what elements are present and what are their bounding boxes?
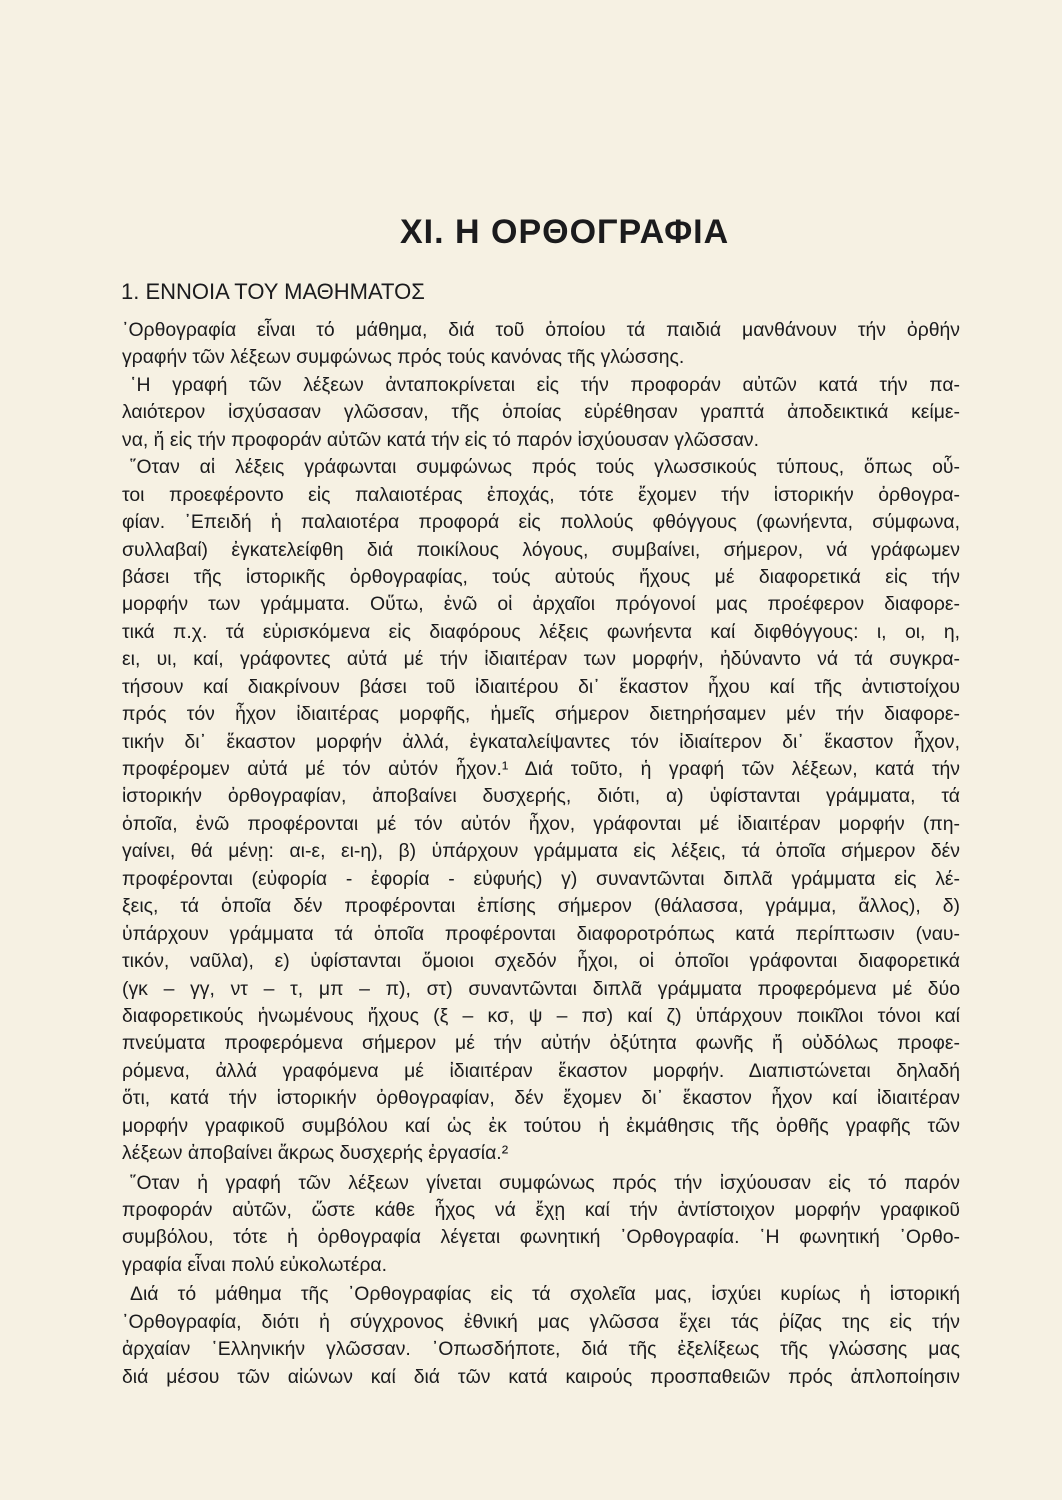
text-line: ἱστορικήν ὀρθογραφίαν, ἀποβαίνει δυσχερής, διότι, α) ὑφίστανται γράμματα, τά: [122, 785, 960, 808]
text-line: (γκ – γγ, ντ – τ, μπ – π), στ) συναντῶνται διπλᾶ γράμματα προφερόμενα μέ δύο: [122, 977, 960, 1000]
text-line: ᾿Ορθογραφία, διότι ἡ σύγχρονος ἐθνική μας γλῶσσα ἔχει τάς ῥίζας της εἰς τήν: [122, 1310, 960, 1333]
text-line: διαφορετικούς ἡνωμένους ἤχους (ξ – κσ, ψ – πσ) καί ζ) ὑπάρχουν ποικῖλοι τόνοι καί: [122, 1004, 960, 1027]
text-line: συλλαβαί) ἐγκατελείφθη διά ποικίλους λόγους, συμβαίνει, σήμερον, νά γράφωμεν: [122, 538, 960, 561]
text-line: μορφήν γραφικοῦ συμβόλου καί ὡς ἐκ τούτου ἡ ἐκμάθησις τῆς ὀρθῆς γραφῆς τῶν: [122, 1114, 960, 1137]
text-line: Διά τό μάθημα τῆς ᾿Ορθογραφίας εἰς τά σχολεῖα μας, ἰσχύει κυρίως ἡ ἱστορική: [130, 1283, 960, 1306]
text-line: τήσουν καί διακρίνουν βάσει τοῦ ἰδιαιτέρου δι᾿ ἕκαστον ἦχου καί τῆς ἀντιστοίχου: [122, 675, 960, 698]
chapter-title: XI. Η ΟΡΘΟΓΡΑΦΙΑ: [400, 213, 730, 251]
text-line: προφοράν αὐτῶν, ὥστε κάθε ἦχος νά ἔχῃ καί τήν ἀντίστοιχον μορφήν γραφικοῦ: [122, 1199, 960, 1221]
text-line: τικά π.χ. τά εὑρισκόμενα εἰς διαφόρους λέξεις φωνήεντα καί διφθόγγους: ι, οι, η,: [122, 620, 960, 643]
paragraph-school-orthography: [122, 1281, 960, 1391]
body-text: [122, 317, 960, 1391]
text-line: ῾Η γραφή τῶν λέξεων ἀνταποκρίνεται εἰς τήν προφοράν αὐτῶν κατά τήν πα-: [130, 373, 960, 396]
text-line: προφέρομεν αὐτά μέ τόν αὐτόν ἦχον.¹ Διά τοῦτο, ἡ γραφή τῶν λέξεων, κατά τήν: [122, 758, 960, 780]
text-line: γραφία εἶναι πολύ εὐκολωτέρα.: [122, 1253, 388, 1276]
text-line: ῞Οταν ἡ γραφή τῶν λέξεων γίνεται συμφώνως πρός τήν ἰσχύουσαν εἰς τό παρόν: [130, 1171, 960, 1194]
text-line: βάσει τῆς ἱστορικῆς ὀρθογραφίας, τούς αὐτούς ἤχους μέ διαφορετικά εἰς τήν: [122, 565, 960, 588]
paragraph-phonetic-orthography: [122, 1170, 960, 1280]
text-line: ῞Οταν αἱ λέξεις γράφωνται συμφώνως πρός τούς γλωσσικούς τύπους, ὅπως οὗ-: [130, 456, 960, 479]
text-line: λέξεων ἀποβαίνει ἄκρως δυσχερής ἐργασία.²: [122, 1142, 509, 1165]
text-line: τικόν, ναῦλα), ε) ὑφίστανται ὅμοιοι σχεδόν ἦχοι, οἱ ὁποῖοι γράφονται διαφορετικά: [122, 950, 960, 973]
text-line: προφέρονται (εὐφορία - ἐφορία - εὐφυής) γ) συναντῶνται διπλᾶ γράμματα εἰς λέ-: [122, 867, 960, 890]
text-line: ὑπάρχουν γράμματα τά ὁποῖα προφέρονται διαφοροτρόπως κατά περίπτωσιν (ναυ-: [122, 922, 960, 945]
text-line: ξεις, τά ὁποῖα δέν προφέρονται ἐπίσης σήμερον (θάλασσα, γράμμα, ἄλλος), δ): [122, 895, 960, 918]
text-line: ὁποῖα, ἐνῶ προφέρονται μέ τόν αὐτόν ἦχον, γράφονται μέ ἰδιαιτέραν μορφήν (πη-: [122, 812, 960, 835]
section-heading: 1. ΕΝΝΟΙΑ ΤΟΥ ΜΑΘΗΜΑΤΟΣ: [121, 279, 425, 304]
text-line: μορφήν των γράμματα. Οὕτω, ἐνῶ οἱ ἀρχαῖοι πρόγονοί μας προέφερον διαφορε-: [122, 593, 960, 616]
text-line: γραφήν τῶν λέξεων συμφώνως πρός τούς κανόνας τῆς γλώσσης.: [122, 346, 685, 369]
text-line: τοι προεφέροντο εἰς παλαιοτέρας ἐποχάς, τότε ἔχομεν τήν ἱστορικήν ὀρθογρα-: [122, 483, 960, 506]
text-line: φίαν. ᾿Επειδή ἡ παλαιοτέρα προφορά εἰς πολλούς φθόγγους (φωνήεντα, σύμφωνα,: [122, 511, 960, 534]
text-line: ἀρχαίαν ῾Ελληνικήν γλῶσσαν. ᾿Οπωσδήποτε, διά τῆς ἐξελίξεως τῆς γλώσσης μας: [122, 1338, 960, 1361]
text-line: ὅτι, κατά τήν ἱστορικήν ὀρθογραφίαν, δέν ἔχομεν δι᾿ ἕκαστον ἦχον καί ἰδιαιτέραν: [122, 1087, 960, 1110]
text-line: λαιότερον ἰσχύσασαν γλῶσσαν, τῆς ὁποίας εὑρέθησαν γραπτά ἀποδεικτικά κείμε-: [122, 401, 960, 424]
text-line: ει, υι, καί, γράφοντες αὐτά μέ τήν ἰδιαιτέραν των μορφήν, ἠδύναντο νά τά συγκρα-: [122, 648, 960, 671]
text-line: να, ἤ εἰς τήν προφοράν αὐτῶν κατά τήν εἰς τό παρόν ἰσχύουσαν γλῶσσαν.: [122, 428, 760, 451]
text-line: γαίνει, θά μένῃ: αι-ε, ει-η), β) ὑπάρχουν γράμματα εἰς λέξεις, τά ὁποῖα σήμερον δέν: [122, 840, 960, 863]
text-line: διά μέσου τῶν αἰώνων καί διά τῶν κατά καιρούς προσπαθειῶν πρός ἁπλοποίησιν: [122, 1365, 960, 1388]
paragraph-writing-pronunciation: [122, 372, 960, 454]
paragraph-historical-orthography: [122, 454, 960, 1167]
text-line: πρός τόν ἦχον ἰδιαιτέρας μορφῆς, ἡμεῖς σήμερον διετηρήσαμεν μέν τήν διαφορε-: [122, 703, 960, 726]
text-line: συμβόλου, τότε ἡ ὀρθογραφία λέγεται φωνητική ᾿Ορθογραφία. ῾Η φωνητική ᾿Ορθο-: [122, 1226, 960, 1249]
text-line: ᾿Ορθογραφία εἶναι τό μάθημα, διά τοῦ ὁποίου τά παιδιά μανθάνουν τήν ὀρθήν: [122, 319, 960, 341]
text-line: πνεύματα προφερόμενα σήμερον μέ τήν αὐτήν ὀξύτητα φωνῆς ἤ οὐδόλως προφε-: [122, 1032, 960, 1055]
paragraph-definition: [122, 317, 960, 372]
text-line: ρόμενα, ἀλλά γραφόμενα μέ ἰδιαιτέραν ἕκαστον μορφήν. Διαπιστώνεται δηλαδή: [122, 1059, 960, 1082]
text-line: τικήν δι᾿ ἕκαστον μορφήν ἀλλά, ἐγκαταλείψαντες τόν ἰδιαίτερον δι᾿ ἕκαστον ἦχον,: [122, 730, 960, 753]
